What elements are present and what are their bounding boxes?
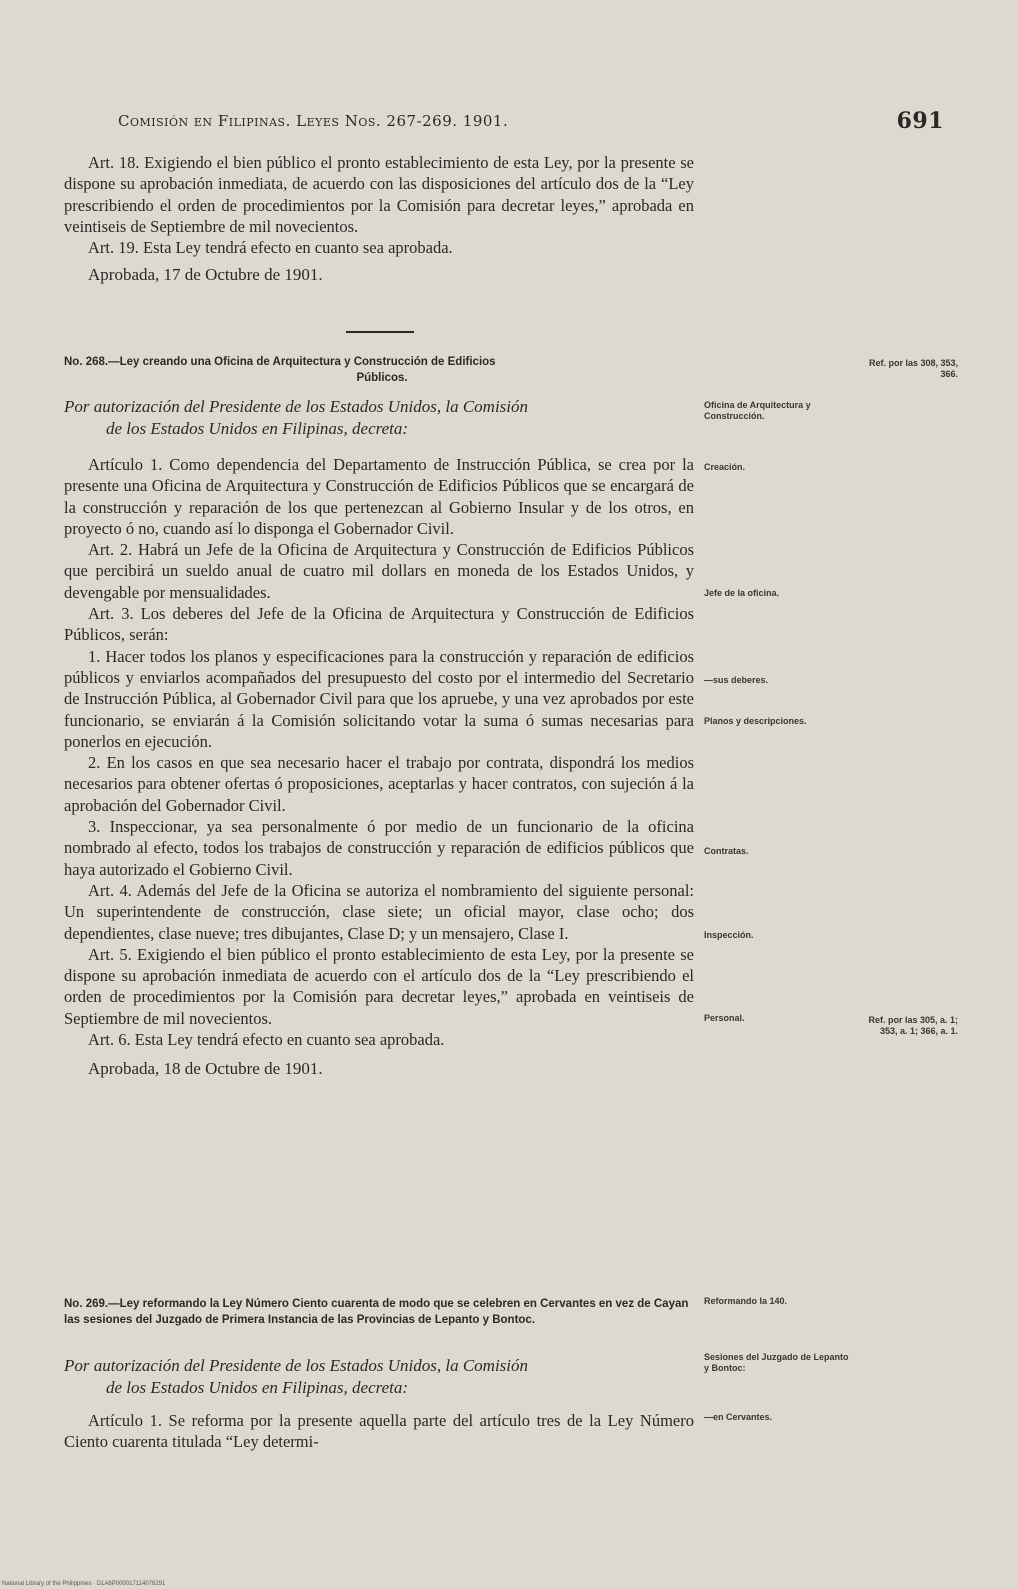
article-1: Artículo 1. Como dependencia del Departamento de Instrucción Pública, se crea por la presente una Oficina de Arquitectura y Construcción de Edificios Públicos que se encargará de la construcción y reparación de los que pertenezcan al Gobierno Insular y de los otros, en proyecto ó no, cuando así lo disponga el Gobernador Civil. (64, 455, 694, 538)
margin-note-deberes: —sus deberes. (704, 675, 769, 685)
footer-credit: National Library of the Philippines · D1A6P000017114078291 (2, 1581, 166, 1587)
margin-note-oficina: Oficina de Arquitectura y Construcción. (704, 400, 811, 421)
margin-note-personal: Personal. (704, 1013, 745, 1023)
law-268-title-line2: Públicos. (356, 372, 408, 384)
law-269-body (64, 1410, 694, 1453)
article-6: Art. 6. Esta Ley tendrá efecto en cuanto sea aprobada. (88, 1030, 445, 1050)
article-4: Art. 4. Además del Jefe de la Oficina se autoriza el nombramiento del siguiente personal: Un superintendente de construcción, clase siete; un oficial mayor, clase ocho; dos dependientes, clase nueve; tres dibujantes, Clase D; y un mensajero, Clase I. (64, 880, 694, 943)
approval-date-267: Aprobada, 17 de Octubre de 1901. (88, 265, 323, 285)
margin-note-reformando: Reformando la 140. (704, 1296, 788, 1306)
duty-2: 2. En los casos en que sea necesario hacer el trabajo por contrata, dispondrá los medios necesarios para obtener ofertas ó proposiciones, aceptarlas y hacer contratos, con sujeción á la aprobación del Gobernador Civil. (64, 753, 694, 815)
law-268-preamble (64, 396, 694, 440)
law-268-title-line1: No. 268.—Ley creando una Oficina de Arquitectura y Construcción de Edificios (64, 356, 496, 368)
reference-note-2: Ref. por las 305, a. 1; 353, a. 1; 366, a. 1. (868, 1015, 958, 1036)
margin-note-jefe: Jefe de la oficina. (704, 588, 780, 598)
margin-note-sesiones: Sesiones del Juzgado de Lepanto y Bontoc: (704, 1352, 849, 1373)
preamble-line2: de los Estados Unidos en Filipinas, decreta: (106, 1378, 409, 1397)
approval-date-268: Aprobada, 18 de Octubre de 1901. (88, 1059, 323, 1079)
article-1: Artículo 1. Se reforma por la presente aquella parte del artículo tres de la Ley Número Ciento cuarenta titulada “Ley determi- (64, 1411, 694, 1452)
article-18: Art. 18. Exigiendo el bien público el pronto establecimiento de esta Ley, por la presente se dispone su aprobación inmediata, de acuerdo con las disposiciones del artículo dos de la “Ley prescribiendo el orden de procedimientos por la Comisión para decretar leyes,” aprobada en veintiseis de Septiembre de mil novecientos. (64, 153, 694, 236)
margin-note-cervantes: —en Cervantes. (704, 1412, 773, 1422)
margin-note-planos: Planos y descripciones. (704, 716, 807, 726)
margin-note-contratas: Contratas. (704, 846, 749, 856)
preamble-line1: Por autorización del Presidente de los Estados Unidos, la Comisión (64, 1356, 529, 1375)
article-5: Art. 5. Exigiendo el bien público el pronto establecimiento de esta Ley, por la presente se dispone su aprobación inmediata de acuerdo con el artículo dos de la “Ley prescribiendo el orden de procedimientos por la Comisión para decretar leyes,” aprobada en veintiseis de Septiembre de mil novecientos. (64, 944, 694, 1028)
article-2: Art. 2. Habrá un Jefe de la Oficina de Arquitectura y Construcción de Edificios Públicos que percibirá un sueldo anual de cuatro mil dollars en moneda de los Estados Unidos, y devengable por mensualidades. (64, 540, 694, 602)
header-title: Comisión en Filipinas. Leyes Nos. 267-269. 1901. (118, 112, 509, 130)
article-19: Art. 19. Esta Ley tendrá efecto en cuanto sea aprobada. (88, 238, 453, 258)
duty-3: 3. Inspeccionar, ya sea personalmente ó por medio de un funcionario de la oficina nombrado al efecto, todos los trabajos de construcción y reparación de edificios públicos que haya autorizado el Gobierno Civil. (64, 817, 694, 879)
law-267-end (64, 152, 694, 286)
law-269-title: No. 269.—Ley reformando la Ley Número Ciento cuarenta de modo que se celebren en Cervantes en vez de Cayan las sesiones del Juzgado de Primera Instancia de las Provincias de Lepanto y Bontoc. (64, 1298, 689, 1326)
margin-note-inspeccion: Inspección. (704, 930, 754, 940)
preamble-line2: de los Estados Unidos en Filipinas, decreta: (106, 419, 409, 438)
preamble-line1: Por autorización del Presidente de los Estados Unidos, la Comisión (64, 397, 529, 416)
page-number: 691 (896, 108, 944, 134)
law-269-preamble (64, 1355, 694, 1399)
article-3: Art. 3. Los deberes del Jefe de la Oficina de Arquitectura y Construcción de Edificios Públicos, serán: (64, 604, 694, 645)
margin-note-creacion: Creación. (704, 462, 746, 472)
duty-1: 1. Hacer todos los planos y especificaciones para la construcción y reparación de edificios públicos y enviarlos acompañados del presupuesto del costo por el intermedio del Secretario de Instrucción Pública, al Gobernador Civil para que los apruebe, y una vez aprobados por este funcionario, se enviarán á la Comisión solicitando votar la suma ó sumas necesarias para ponerlos en ejecución. (64, 646, 694, 751)
reference-note-1: Ref. por las 308, 353, 366. (868, 358, 958, 379)
law-268-body (64, 454, 694, 1080)
section-rule (346, 331, 414, 333)
law-268-title (64, 354, 700, 386)
